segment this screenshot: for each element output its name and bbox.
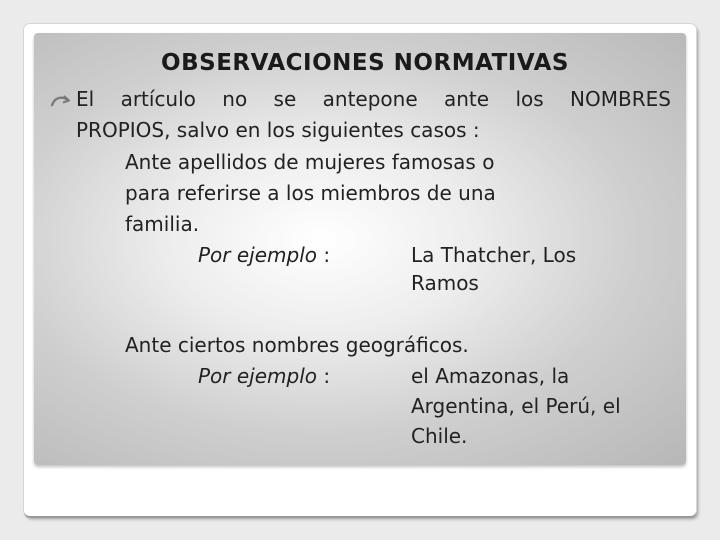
intro-word: se xyxy=(273,87,297,111)
intro-line-2: PROPIOS, salvo en los siguientes casos : xyxy=(76,118,480,142)
case-2-example-value: Argentina, el Perú, el xyxy=(411,394,621,418)
slide-bottom-edge xyxy=(24,508,696,518)
case-2-example-label xyxy=(198,361,330,392)
case-1-line: familia. xyxy=(125,212,200,236)
case-1-example-value: La Thatcher, Los xyxy=(411,243,577,267)
example-label-text: Por ejemplo xyxy=(198,364,318,388)
case-1-example-label xyxy=(198,240,330,271)
example-colon: : xyxy=(317,243,331,267)
intro-word: no xyxy=(222,87,248,111)
example-colon: : xyxy=(317,364,331,388)
case-2-example-value: el Amazonas, la xyxy=(411,364,570,388)
case-2-line: Ante ciertos nombres geográficos. xyxy=(125,333,469,357)
intro-word: NOMBRES xyxy=(570,87,671,111)
intro-word: los xyxy=(515,87,544,111)
intro-word: El xyxy=(76,87,95,111)
intro-word: artículo xyxy=(120,87,196,111)
case-1-example-value: Ramos xyxy=(411,271,479,295)
slide-title: OBSERVACIONES NORMATIVAS xyxy=(161,50,569,76)
case-1-line: para referirse a los miembros de una xyxy=(125,181,496,205)
example-label-text: Por ejemplo xyxy=(198,243,318,267)
curved-arrow-bullet-icon xyxy=(48,87,74,118)
intro-word: antepone xyxy=(322,87,418,111)
intro-line-1 xyxy=(76,84,671,115)
intro-word: ante xyxy=(444,87,490,111)
case-2-example-value: Chile. xyxy=(411,424,468,448)
case-1-line: Ante apellidos de mujeres famosas o xyxy=(125,150,495,174)
